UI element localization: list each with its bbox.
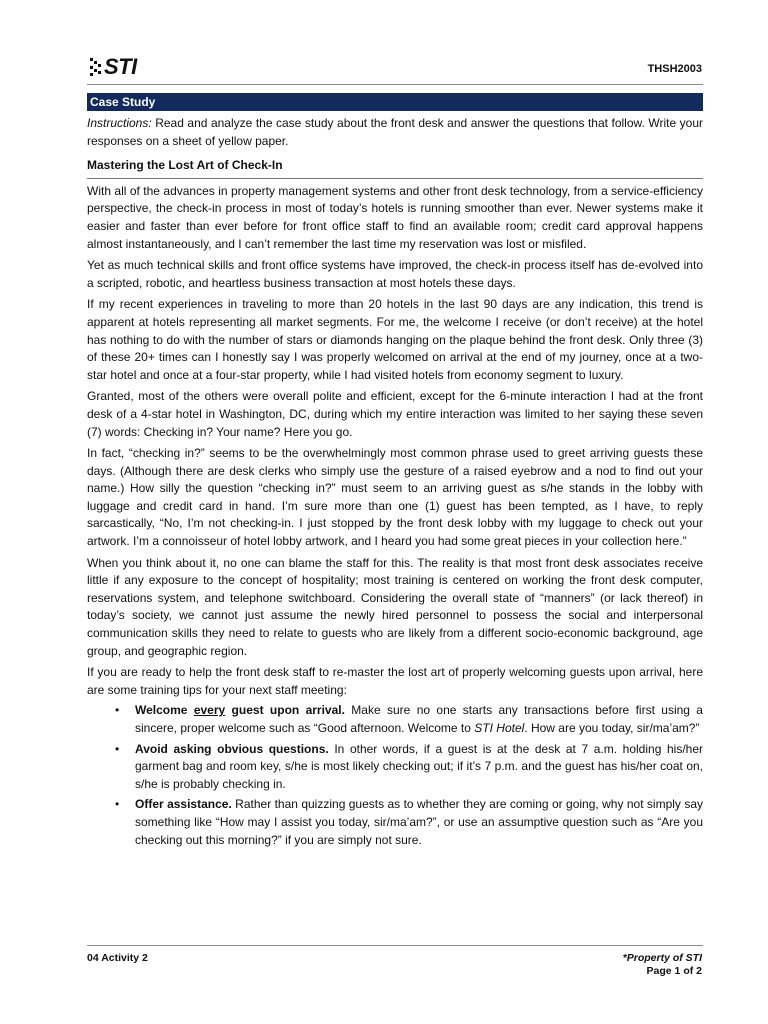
bullet-icon: • bbox=[115, 797, 120, 812]
tip-text: Make sure no one starts any transactions before first using a sincere, proper welcome such as “Good afternoon. Welcome to bbox=[135, 703, 703, 735]
paragraph: Granted, most of the others were overall polite and efficient, except for the 6-minute interaction I had at the front desk of a 4-star hotel in Washington, DC, during which my entire interaction was limited to her saying these seven (7) words: Checking in? Your name? Here you go. bbox=[87, 389, 703, 439]
tip-text: In other words, if a guest is at the desk at 7 a.m. holding his/her garment bag and room key, s/he is most likely checking out; if it’s 7 p.m. and the guest has his/her coat on, s/he is probably checking in. bbox=[135, 741, 703, 791]
list-item bbox=[87, 741, 703, 794]
paragraph: If you are ready to help the front desk staff to re-master the lost art of properly welcoming guests upon arrival, here are some training tips for your next staff meeting: bbox=[87, 665, 703, 697]
tip-text-italic: STI Hotel bbox=[474, 721, 525, 735]
main-content bbox=[87, 93, 703, 849]
bullet-icon: • bbox=[115, 703, 120, 718]
course-code: THSH2003 bbox=[647, 63, 702, 75]
instructions bbox=[87, 115, 703, 150]
tip-text: Rather than quizzing guests as to whether they are coming or going, why not simply say something like “How may I assist you today, sir/ma’am?”, or use an assumptive question such as “Are you checking out this morning?” if you are simply not sure. bbox=[135, 797, 703, 847]
paragraph: When you think about it, no one can blame the staff for this. The reality is that most front desk associates receive little if any exposure to the concept of hospitality; most training is centered on working the front desk computer, reservations system, and telephone switchboard. Considering the overall state of “manners” (or lack thereof) in today’s society, we cannot just assume the newly hired personnel to possess the social and interpersonal communication skills they need to relate to guests who are likely from a different socio-economic background, age group, and geographic region. bbox=[87, 555, 703, 658]
sti-logo bbox=[89, 55, 137, 79]
bullet-icon: • bbox=[115, 741, 120, 756]
page-header bbox=[87, 50, 703, 85]
page-number: Page 1 of 2 bbox=[646, 965, 702, 977]
tip-title: Offer assistance. bbox=[135, 797, 232, 812]
instructions-lead: Instructions: bbox=[87, 116, 152, 130]
property-notice: *Property of STI bbox=[622, 952, 702, 964]
tip-title: Welcome every guest upon arrival. bbox=[135, 703, 345, 718]
list-item bbox=[87, 796, 703, 849]
activity-label: 04 Activity 2 bbox=[87, 952, 148, 964]
tip-title: Avoid asking obvious questions. bbox=[135, 741, 329, 756]
training-tips-list bbox=[87, 702, 703, 849]
article-title: Mastering the Lost Art of Check-In bbox=[87, 157, 703, 179]
paragraph: In fact, “checking in?” seems to be the overwhelmingly most common phrase used to greet arriving guests these days. (Although there are desk clerks who simply use the gesture of a raised eyebrow and a nod to find out your name.) How silly the question “checking in?” must seem to an arriving guest as s/he stands in the lobby with luggage and credit card in hand. I’m sure more than one (1) guest has been tempted, as I have, to reply sarcastically, “No, I’m not checking-in. I just stopped by the front desk lobby with my luggage to check out your artwork. I’m a connoisseur of hotel lobby artwork, and I heard you had some great pieces in your collection here.” bbox=[87, 446, 703, 549]
page-footer bbox=[87, 945, 703, 986]
footer-right bbox=[623, 952, 702, 978]
list-item bbox=[87, 702, 703, 737]
paragraph: Yet as much technical skills and front office systems have improved, the check-in process itself has de-evolved into a scripted, robotic, and heartless business transaction at most hotels these days. bbox=[87, 258, 703, 290]
case-study-bar: Case Study bbox=[87, 93, 703, 111]
tip-title-emphasis: every bbox=[193, 703, 226, 718]
tip-text-end: . How are you today, sir/ma’am?” bbox=[524, 721, 700, 735]
sti-logo-mark-icon bbox=[89, 56, 103, 78]
logo-text: STI bbox=[104, 54, 137, 79]
paragraph: If my recent experiences in traveling to more than 20 hotels in the last 90 days are any indication, this trend is apparent at hotels representing all market segments. For me, the welcome I receive (or don’t receive) at the hotel has nothing to do with the number of stars or diamonds hanging on the plaque behind the front desk. Only three (3) of these 20+ times can I honestly say I was properly welcomed on arrival at the end of my journey, once at a two-star hotel and once at a four-star property, while I had visited hotels from economy segment to luxury. bbox=[87, 297, 703, 382]
paragraph: With all of the advances in property management systems and other front desk technology, from a service-efficiency perspective, the check-in process in most of today’s hotels is running smoother than ever. Newer systems make it easier and faster than ever before for front office staff to find an available room; credit card approval happens almost instantaneously, and I can’t remember the last time my reservation was lost or misfiled. bbox=[87, 183, 703, 251]
instructions-text: Read and analyze the case study about the front desk and answer the questions that follow. Write your responses on a sheet of yellow paper. bbox=[87, 116, 703, 148]
